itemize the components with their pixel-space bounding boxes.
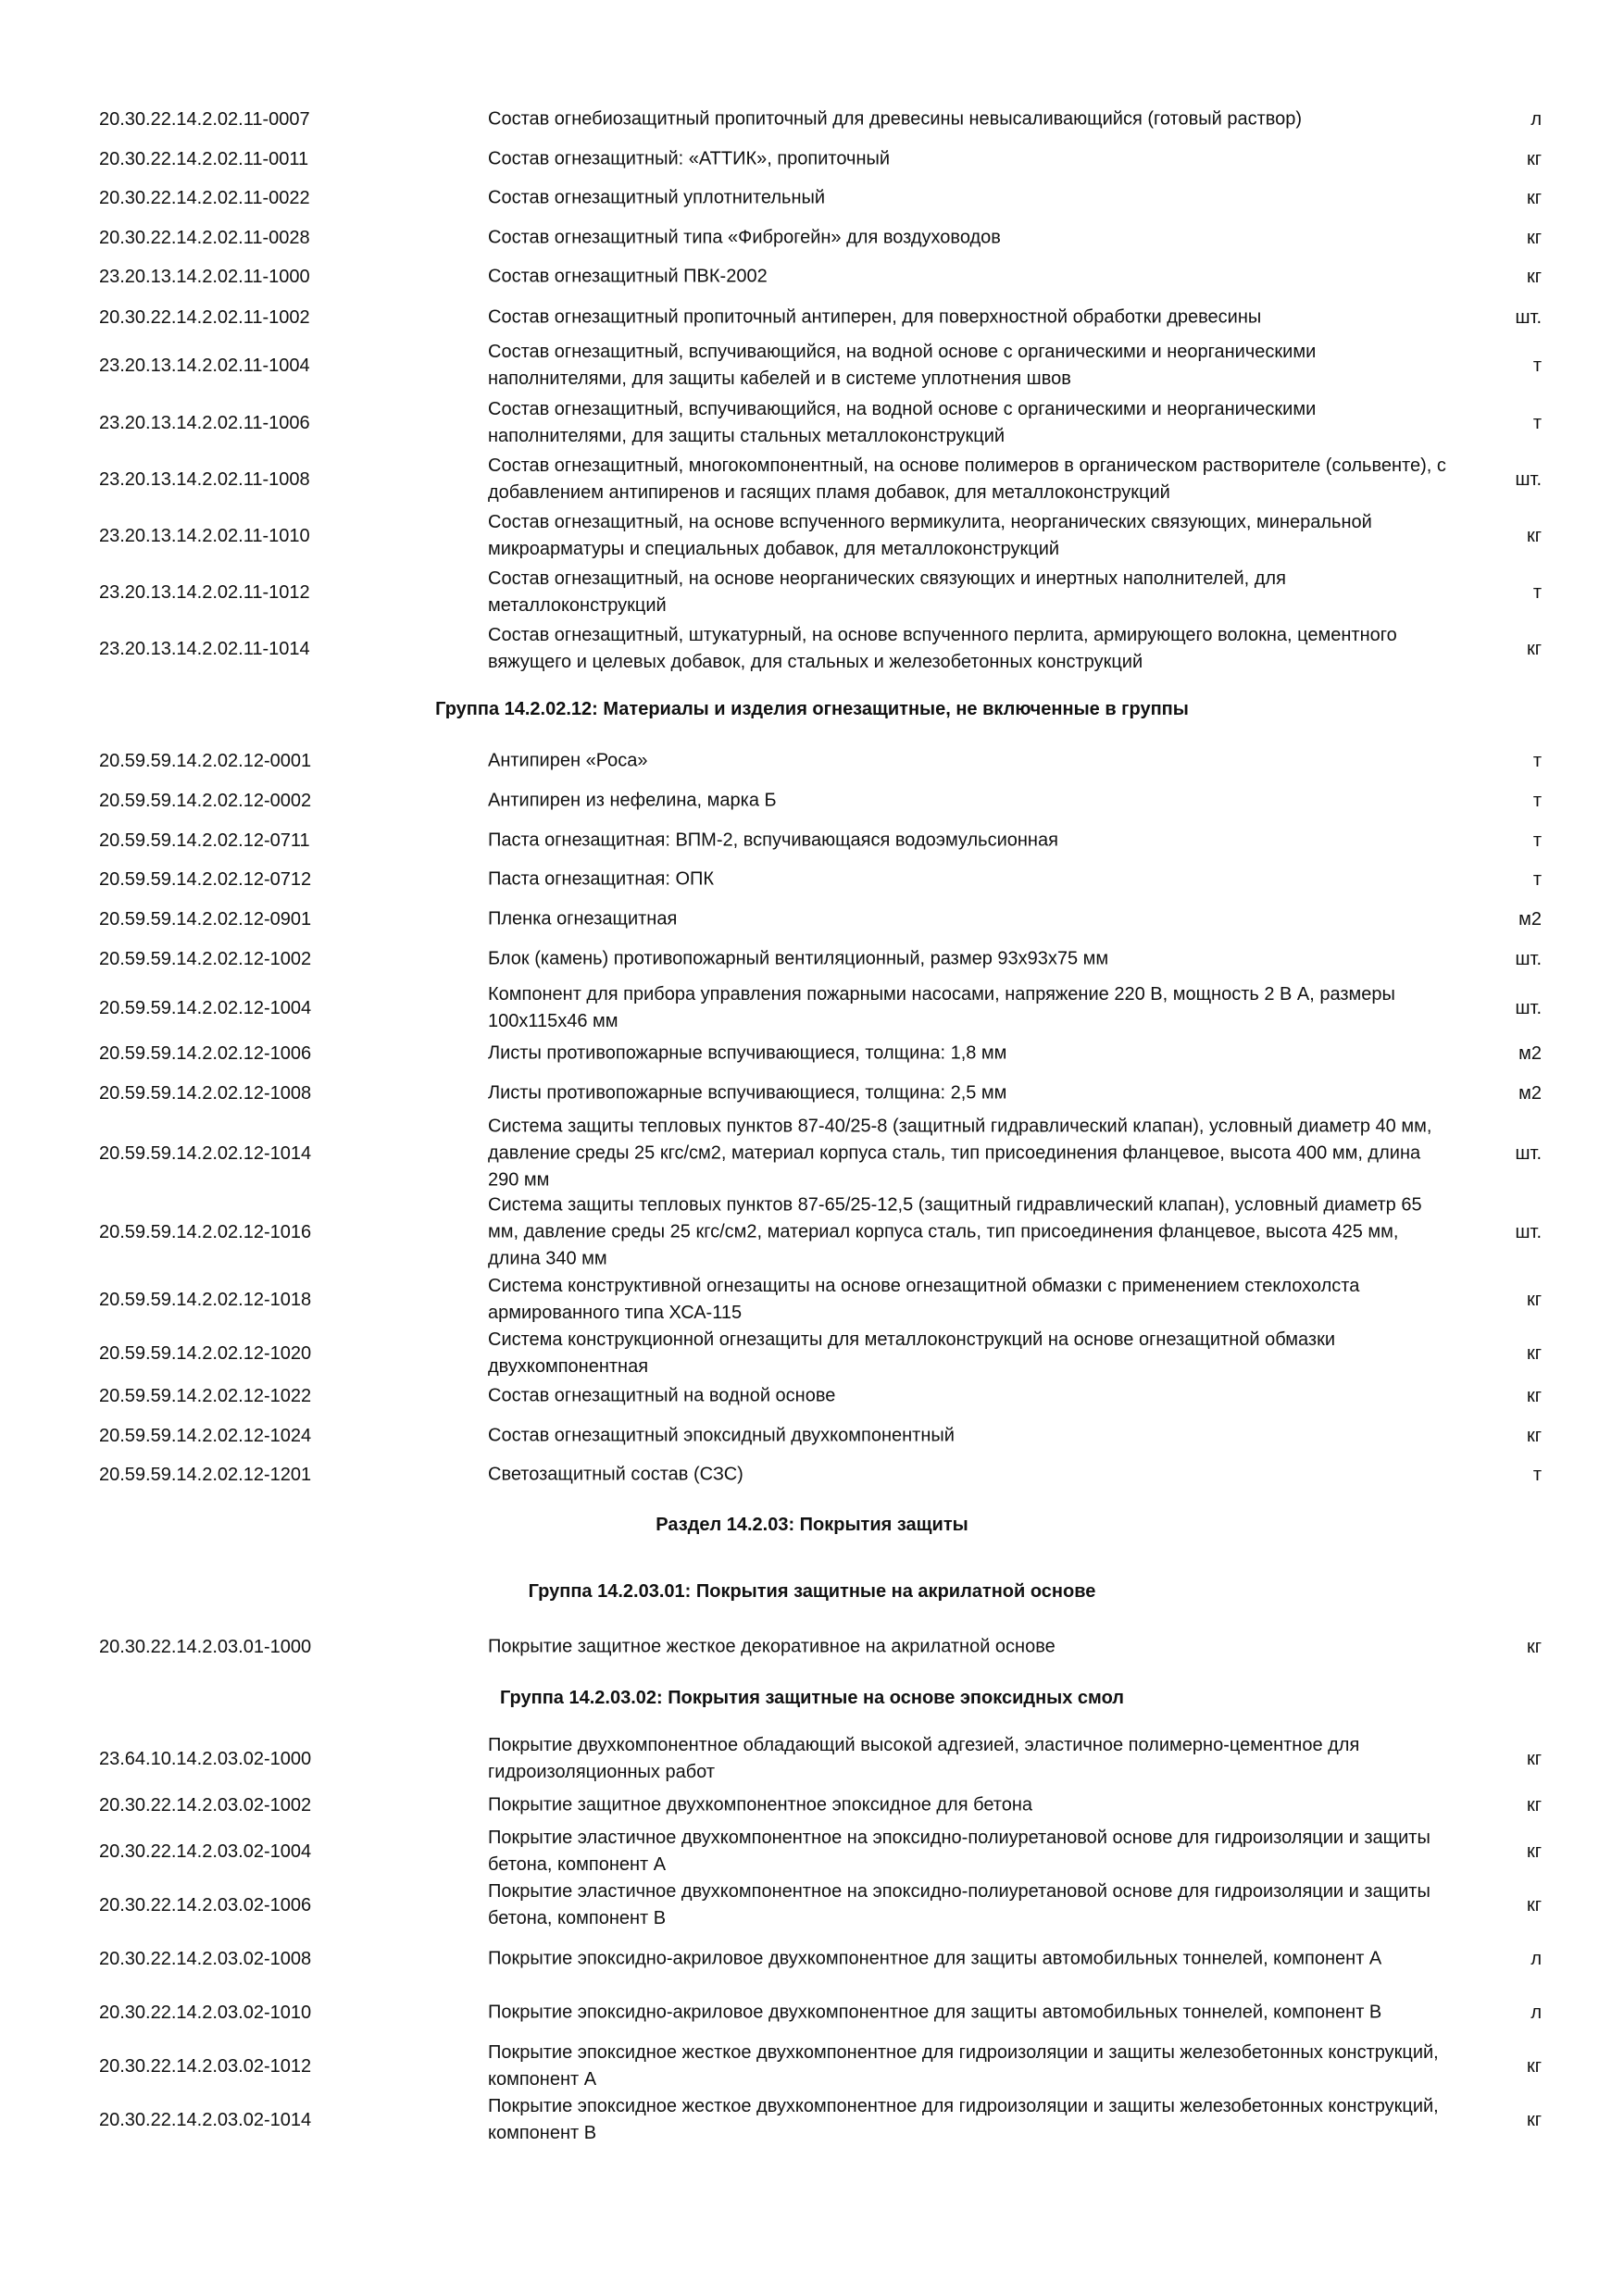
table-row: [0, 825, 1624, 856]
row-code: 20.30.22.14.2.02.11-0028: [99, 228, 310, 248]
row-name: Система конструкционной огнезащиты для металлоконструкций на основе огнезащитной обмазки двухкомпонентная: [488, 1329, 1335, 1377]
group-heading: Группа 14.2.02.12: Материалы и изделия огнезащитные, не включенные в группы: [435, 699, 1189, 719]
row-name: Система конструктивной огнезащиты на основе огнезащитной обмазки с применением стеклохолста армированного типа ХСА-115: [488, 1276, 1360, 1323]
row-unit: т: [1532, 413, 1542, 433]
table-row: [0, 182, 1624, 214]
row-code: 20.59.59.14.2.02.12-1002: [99, 949, 312, 969]
table-row: [0, 395, 1624, 451]
row-unit: кг: [1526, 1795, 1542, 1816]
row-name: Пленка огнезащитная: [488, 908, 678, 930]
row-name: Состав огнезащитный на водной основе: [488, 1385, 836, 1406]
row-name: Состав огнезащитный уплотнительный: [488, 187, 826, 208]
table-row: [0, 338, 1624, 393]
table-row: [0, 785, 1624, 817]
table-row: [0, 943, 1624, 975]
row-name: Антипирен из нефелина, марка Б: [488, 790, 777, 811]
row-unit: т: [1532, 830, 1542, 851]
table-row: [0, 1985, 1624, 2040]
row-name: Покрытие защитное двухкомпонентное эпоксидное для бетона: [488, 1794, 1033, 1816]
row-unit: м2: [1518, 909, 1542, 930]
row-name: Листы противопожарные вспучивающиеся, толщина: 1,8 мм: [488, 1042, 1007, 1064]
row-unit: кг: [1526, 1426, 1542, 1446]
row-unit: кг: [1526, 526, 1542, 546]
table-row: [0, 745, 1624, 777]
row-unit: л: [1530, 109, 1542, 130]
row-name: Покрытие эпоксидно-акриловое двухкомпонентное для защиты автомобильных тоннелей, компонент А: [488, 1948, 1382, 1969]
row-name: Покрытие эластичное двухкомпонентное на эпоксидно-полиуретановой основе для гидроизоляции и защиты бетона, компонент А: [488, 1828, 1430, 1875]
table-row: [0, 1931, 1624, 1987]
row-name: Система защиты тепловых пунктов 87-40/25-8 (защитный гидравлический клапан), условный диаметр 40 мм, давление среды 25 кгс/см2, материал корпуса сталь, тип присоединения фланцевое, высота 400 мм, длина 290 мм: [488, 1116, 1432, 1191]
row-code: 20.59.59.14.2.02.12-0901: [99, 909, 312, 930]
table-row: [0, 144, 1624, 175]
table-row: [0, 980, 1624, 1036]
row-code: 20.30.22.14.2.03.02-1006: [99, 1895, 312, 1915]
row-code: 20.30.22.14.2.02.11-0007: [99, 109, 310, 130]
row-unit: кг: [1526, 1895, 1542, 1915]
row-name: Светозащитный состав (СЗС): [488, 1464, 743, 1485]
table-row: [0, 1272, 1624, 1328]
row-code: 20.30.22.14.2.03.01-1000: [99, 1637, 312, 1657]
table-row: [0, 1790, 1624, 1821]
table-row: [0, 1878, 1624, 1933]
row-unit: кг: [1526, 639, 1542, 659]
row-code: 23.20.13.14.2.02.11-1006: [99, 413, 310, 433]
row-unit: т: [1532, 582, 1542, 603]
row-unit: шт.: [1515, 469, 1542, 490]
row-name: Покрытие эластичное двухкомпонентное на эпоксидно-полиуретановой основе для гидроизоляции и защиты бетона, компонент В: [488, 1881, 1430, 1928]
table-row: [0, 1631, 1624, 1663]
table-row: [0, 2039, 1624, 2094]
row-name: Состав огнезащитный, многокомпонентный, на основе полимеров в органическом растворителе (сольвенте), с добавлением антипиренов и гасящих пламя добавок, для металлоконструкций: [488, 455, 1446, 503]
row-unit: т: [1532, 791, 1542, 811]
row-code: 20.30.22.14.2.03.02-1004: [99, 1841, 312, 1862]
row-unit: кг: [1526, 1749, 1542, 1769]
table-row: [0, 302, 1624, 333]
row-name: Состав огнезащитный ПВК-2002: [488, 266, 768, 287]
row-code: 20.59.59.14.2.02.12-1014: [99, 1143, 312, 1164]
table-row: [0, 1326, 1624, 1381]
section-heading: Раздел 14.2.03: Покрытия защиты: [656, 1515, 968, 1535]
row-name: Листы противопожарные вспучивающиеся, толщина: 2,5 мм: [488, 1082, 1007, 1104]
row-name: Состав огнезащитный пропиточный антиперен, для поверхностной обработки древесины: [488, 306, 1262, 328]
row-name: Состав огнезащитный эпоксидный двухкомпонентный: [488, 1425, 955, 1446]
row-code: 20.30.22.14.2.02.11-1002: [99, 307, 310, 328]
table-row: [0, 1824, 1624, 1879]
row-code: 20.59.59.14.2.02.12-1022: [99, 1386, 312, 1406]
row-name: Покрытие эпоксидно-акриловое двухкомпонентное для защиты автомобильных тоннелей, компонент В: [488, 2002, 1382, 2023]
row-name: Состав огнезащитный, штукатурный, на основе вспученного перлита, армирующего волокна, цементного вяжущего и целевых добавок, для стальных и железобетонных конструкций: [488, 625, 1397, 672]
row-name: Антипирен «Роса»: [488, 750, 648, 771]
table-row: [0, 508, 1624, 564]
table-row: [0, 1420, 1624, 1452]
row-unit: м2: [1518, 1083, 1542, 1104]
table-row: [0, 2092, 1624, 2148]
row-code: 20.59.59.14.2.02.12-0711: [99, 830, 310, 851]
row-name: Покрытие эпоксидное жесткое двухкомпонентное для гидроизоляции и защиты железобетонных конструкций, компонент В: [488, 2096, 1439, 2143]
row-unit: кг: [1526, 1637, 1542, 1657]
row-code: 23.20.13.14.2.02.11-1010: [99, 526, 310, 546]
row-unit: кг: [1526, 188, 1542, 208]
row-code: 23.20.13.14.2.02.11-1008: [99, 469, 310, 490]
row-unit: шт.: [1515, 1143, 1542, 1164]
row-unit: кг: [1526, 1841, 1542, 1862]
row-name: Покрытие двухкомпонентное обладающий высокой адгезией, эластичное полимерно-цементное для гидроизоляционных работ: [488, 1735, 1360, 1782]
row-unit: кг: [1526, 2056, 1542, 2077]
row-code: 20.30.22.14.2.03.02-1008: [99, 1949, 312, 1969]
row-code: 20.59.59.14.2.02.12-0001: [99, 751, 312, 771]
table-row: [0, 261, 1624, 293]
row-name: Состав огнезащитный, на основе неорганических связующих и инертных наполнителей, для металлоконструкций: [488, 568, 1286, 616]
row-name: Блок (камень) противопожарный вентиляционный, размер 93х93х75 мм: [488, 948, 1109, 969]
row-unit: кг: [1526, 228, 1542, 248]
row-unit: кг: [1526, 149, 1542, 169]
row-name: Состав огнебиозащитный пропиточный для древесины невысаливающийся (готовый раствор): [488, 108, 1303, 130]
row-name: Покрытие эпоксидное жесткое двухкомпонентное для гидроизоляции и защиты железобетонных конструкций, компонент А: [488, 2042, 1439, 2090]
row-code: 23.20.13.14.2.02.11-1000: [99, 267, 310, 287]
row-code: 23.64.10.14.2.03.02-1000: [99, 1749, 312, 1769]
row-unit: л: [1530, 1949, 1542, 1969]
row-code: 20.59.59.14.2.02.12-1016: [99, 1222, 312, 1242]
row-unit: шт.: [1515, 998, 1542, 1018]
row-code: 20.30.22.14.2.03.02-1002: [99, 1795, 312, 1816]
table-row: [0, 1112, 1624, 1195]
row-code: 23.20.13.14.2.02.11-1004: [99, 356, 310, 376]
row-code: 20.59.59.14.2.02.12-1201: [99, 1465, 312, 1485]
row-code: 20.59.59.14.2.02.12-1020: [99, 1343, 312, 1364]
row-code: 20.30.22.14.2.02.11-0011: [99, 149, 309, 169]
table-row: [0, 1078, 1624, 1109]
row-code: 20.30.22.14.2.03.02-1010: [99, 2003, 312, 2023]
table-row: [0, 904, 1624, 935]
row-unit: м2: [1518, 1043, 1542, 1064]
row-unit: кг: [1526, 1343, 1542, 1364]
row-code: 20.59.59.14.2.02.12-1004: [99, 998, 312, 1018]
row-unit: т: [1532, 1465, 1542, 1485]
table-row: [0, 1380, 1624, 1412]
table-row: [0, 452, 1624, 507]
row-unit: т: [1532, 751, 1542, 771]
group-heading: Группа 14.2.03.01: Покрытия защитные на акрилатной основе: [528, 1581, 1096, 1602]
row-unit: кг: [1526, 1386, 1542, 1406]
row-name: Состав огнезащитный, на основе вспученного вермикулита, неорганических связующих, минеральной микроарматуры и специальных добавок, для металлоконструкций: [488, 512, 1372, 559]
table-row: [0, 565, 1624, 620]
table-row: [0, 1038, 1624, 1069]
table-row: [0, 1459, 1624, 1491]
row-code: 20.30.22.14.2.03.02-1012: [99, 2056, 312, 2077]
row-unit: шт.: [1515, 1222, 1542, 1242]
table-row: [0, 621, 1624, 677]
table-row: [0, 222, 1624, 254]
row-name: Компонент для прибора управления пожарными насосами, напряжение 220 В, мощность 2 В А, размеры 100х115х46 мм: [488, 984, 1395, 1031]
row-unit: шт.: [1515, 307, 1542, 328]
table-row: [0, 104, 1624, 135]
row-unit: кг: [1526, 2110, 1542, 2130]
row-unit: кг: [1526, 267, 1542, 287]
row-name: Состав огнезащитный, вспучивающийся, на водной основе с органическими и неорганическими наполнителями, для защиты стальных металлоконструкций: [488, 399, 1317, 446]
group-heading: Группа 14.2.03.02: Покрытия защитные на основе эпоксидных смол: [499, 1688, 1125, 1708]
row-code: 20.59.59.14.2.02.12-1008: [99, 1083, 312, 1104]
row-name: Паста огнезащитная: ОПК: [488, 868, 715, 890]
row-code: 20.59.59.14.2.02.12-0002: [99, 791, 312, 811]
row-unit: л: [1530, 2003, 1542, 2023]
row-unit: кг: [1526, 1290, 1542, 1310]
row-code: 23.20.13.14.2.02.11-1014: [99, 639, 310, 659]
row-code: 20.59.59.14.2.02.12-1006: [99, 1043, 312, 1064]
table-row: [0, 864, 1624, 895]
row-code: 23.20.13.14.2.02.11-1012: [99, 582, 310, 603]
row-code: 20.30.22.14.2.03.02-1014: [99, 2110, 312, 2130]
row-name: Состав огнезащитный: «АТТИК», пропиточный: [488, 148, 891, 169]
row-name: Состав огнезащитный, вспучивающийся, на водной основе с органическими и неорганическими наполнителями, для защиты кабелей и в системе уплотнения швов: [488, 342, 1317, 389]
row-code: 20.59.59.14.2.02.12-1018: [99, 1290, 312, 1310]
row-name: Система защиты тепловых пунктов 87-65/25-12,5 (защитный гидравлический клапан), условный диаметр 65 мм, давление среды 25 кгс/см2, материал корпуса сталь, тип присоединения фланцевое, высота 425 мм, длина 340 мм: [488, 1194, 1422, 1269]
row-code: 20.59.59.14.2.02.12-1024: [99, 1426, 312, 1446]
row-name: Покрытие защитное жесткое декоративное на акрилатной основе: [488, 1636, 1056, 1657]
row-unit: т: [1532, 869, 1542, 890]
row-code: 20.30.22.14.2.02.11-0022: [99, 188, 310, 208]
table-row: [0, 1191, 1624, 1274]
row-name: Состав огнезащитный типа «Фиброгейн» для воздуховодов: [488, 227, 1001, 248]
row-unit: шт.: [1515, 949, 1542, 969]
row-name: Паста огнезащитная: ВПМ-2, вспучивающаяся водоэмульсионная: [488, 830, 1058, 851]
row-unit: т: [1532, 356, 1542, 376]
table-row: [0, 1731, 1624, 1787]
row-code: 20.59.59.14.2.02.12-0712: [99, 869, 312, 890]
